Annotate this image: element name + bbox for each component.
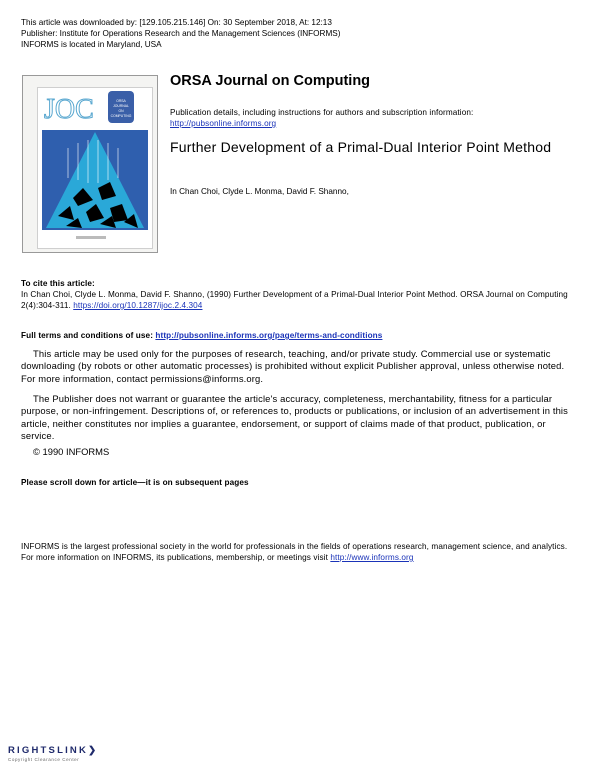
rightslink-logo[interactable]	[8, 745, 96, 756]
citation-block	[21, 278, 581, 311]
publisher-info: Publisher: Institute for Operations Research and the Management Sciences (INFORMS)	[21, 29, 341, 38]
svg-text:ORSA: ORSA	[116, 99, 126, 103]
warranty-text: The Publisher does not warrant or guarantee the article's accuracy, completeness, merchantability, fitness for a particular purpose, or non-infringement. Descriptions of, or references to, products or publications, or inclusion of an advertisement in this article, neither constitutes nor implies a guarantee, endorsement, or support of claims made of that product, publication, or service.	[21, 393, 569, 441]
copyright-notice: © 1990 INFORMS	[33, 446, 110, 457]
svg-text:JOURNAL: JOURNAL	[113, 104, 129, 108]
publication-details-text: Publication details, including instructions for authors and subscription information:	[170, 108, 474, 117]
terms-line	[21, 330, 382, 341]
cover-page	[37, 87, 153, 249]
publication-details-link[interactable]: http://pubsonline.informs.org	[170, 119, 277, 128]
chevron-right-icon: ❯	[88, 745, 97, 756]
usage-paragraph	[21, 348, 576, 385]
terms-label: Full terms and conditions of use:	[21, 331, 154, 340]
publication-details	[170, 107, 570, 129]
article-authors: In Chan Choi, Clyde L. Monma, David F. Shanno,	[170, 187, 349, 196]
terms-link[interactable]: http://pubsonline.informs.org/page/terms-and-conditions	[155, 331, 383, 340]
svg-text:COMPUTING: COMPUTING	[110, 114, 132, 118]
usage-text: This article may be used only for the purposes of research, teaching, and/or private study. Commercial use or systematic downloading (by robots or other automatic processes) is prohibited without explicit Publisher approval, unless otherwise noted. For more information, contact permissions@informs.org.	[21, 348, 565, 384]
journal-title: ORSA Journal on Computing	[170, 73, 371, 89]
download-header	[21, 17, 541, 50]
rightslink-wordmark: RIGHTSLINK	[8, 745, 89, 756]
rightslink-tagline: Copyright Clearance Center	[8, 757, 80, 762]
informs-description: INFORMS is the largest professional society in the world for professionals in the fields of operations research, management science, and analytics.	[21, 542, 568, 551]
scroll-notice: Please scroll down for article—it is on subsequent pages	[21, 478, 249, 487]
informs-more-info: For more information on INFORMS, its publications, membership, or meetings visit	[21, 553, 328, 562]
citation-label: To cite this article:	[21, 279, 95, 288]
citation-text: In Chan Choi, Clyde L. Monma, David F. Shanno, (1990) Further Development of a Primal-Dual Interior Point Method. ORSA Journal on Computing 2(4):304-311.	[21, 290, 568, 310]
cover-artwork	[38, 88, 152, 248]
journal-cover-thumbnail[interactable]	[22, 75, 158, 253]
article-title: Further Development of a Primal-Dual Interior Point Method	[170, 139, 552, 155]
informs-footer	[21, 541, 581, 563]
informs-website-link[interactable]: http://www.informs.org	[330, 553, 414, 562]
download-info: This article was downloaded by: [129.105.215.146] On: 30 September 2018, At: 12:13	[21, 18, 332, 27]
cover-logo-letters: JOC	[44, 94, 94, 125]
warranty-paragraph	[21, 393, 576, 442]
citation-doi-link[interactable]: https://doi.org/10.1287/ijoc.2.4.304	[73, 301, 203, 310]
publisher-location: INFORMS is located in Maryland, USA	[21, 40, 162, 49]
svg-text:ON: ON	[118, 109, 124, 113]
